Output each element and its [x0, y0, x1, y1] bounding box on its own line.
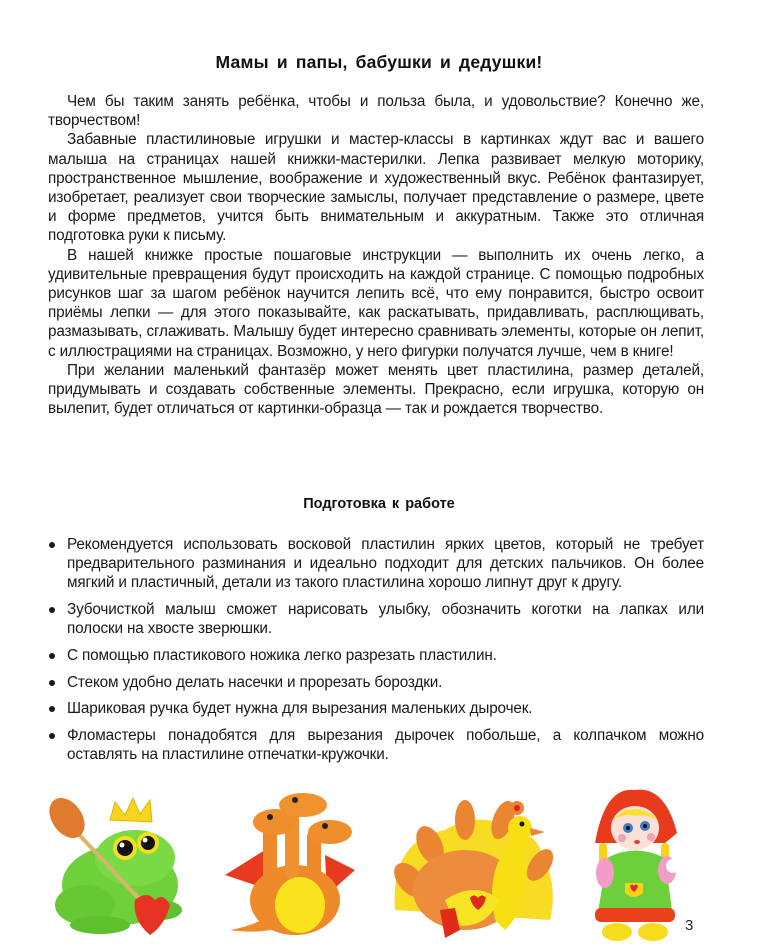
frog-prince-icon [40, 790, 200, 940]
peacock-bird-icon [385, 790, 570, 940]
list-item [48, 699, 704, 718]
list-item [48, 673, 704, 692]
page-title: Мамы и папы, бабушки и дедушки! [215, 52, 543, 72]
list-item [48, 535, 704, 593]
intro-paragraph: В нашей книжке простые пошаговые инструкции — выполнить их очень легко, а удивительные превращения будут происходить на каждой странице. С помощью подробных рисунков шаг за шагом ребёнок научится лепить всё, что ему понравится, быстро освоит приёмы лепки — для этого показывайте, как раскатывать, придавливать, расплющивать, размазывать, сглаживать. Малышу будет интересно сравнивать элементы, которые он лепит, с иллюстрациями на страницах. Возможно, у него фигурки получатся лучше, чем в книге! [48, 246, 704, 360]
bullet-icon [49, 607, 55, 613]
bullet-icon [49, 680, 55, 686]
list-item-text: Стеком удобно делать насечки и прорезать бороздки. [67, 673, 443, 691]
intro-paragraph: При желании маленький фантазёр может менять цвет пластилина, размер деталей, придумывать и создавать собственные элементы. Прекрасно, если игрушка, которую он вылепит, будет отличаться от картинки-образца — так и рождается творчество. [48, 361, 704, 418]
intro-paragraph: Чем бы таким занять ребёнка, чтобы и польза была, и удовольствие? Конечно же, творчеством! [48, 93, 704, 130]
list-item-text: Рекомендуется использовать восковой пластилин ярких цветов, который не требует предварительного разминания и идеально подходит для детских пальчиков. Он более мягкий и пластичный, детали из такого пластилина хорошо липнут друг к другу. [67, 536, 704, 592]
intro-paragraph: Забавные пластилиновые игрушки и мастер-классы в картинках ждут вас и вашего малыша на страницах нашей книжки-мастерилки. Лепка развивает мелкую моторику, пространственное мышление, воображение и художественный вкус. Ребёнок фантазирует, изобретает, реализует свои творческие замыслы, получает представление о размере, цвете и форме предметов, учится быть внимательным и аккуратным. Также это отличная подготовка руки к письму. [48, 131, 704, 245]
bullet-icon [49, 542, 55, 548]
list-item [48, 726, 704, 764]
three-headed-dragon-icon [215, 790, 365, 940]
list-item [48, 646, 704, 665]
bullet-icon [49, 706, 55, 712]
bullet-icon [49, 733, 55, 739]
list-item-text: Шариковая ручка будет нужна для вырезания маленьких дырочек. [67, 700, 533, 718]
tips-list [48, 535, 704, 772]
intro-text [48, 92, 704, 418]
list-item-text: С помощью пластикового ножика легко разрезать пластилин. [67, 647, 497, 665]
list-item-text: Зубочисткой малыш сможет нарисовать улыбку, обозначить коготки на лапках или полоски на хвосте зверюшки. [67, 601, 704, 638]
page-number: 3 [685, 917, 694, 934]
list-item-text: Фломастеры понадобятся для вырезания дырочек побольше, а колпачком можно оставлять на пластилине отпечатки-кружочки. [67, 727, 704, 764]
bullet-icon [49, 653, 55, 659]
list-item [48, 600, 704, 638]
matryoshka-girl-icon [585, 788, 685, 943]
section-title: Подготовка к работе [303, 496, 455, 512]
